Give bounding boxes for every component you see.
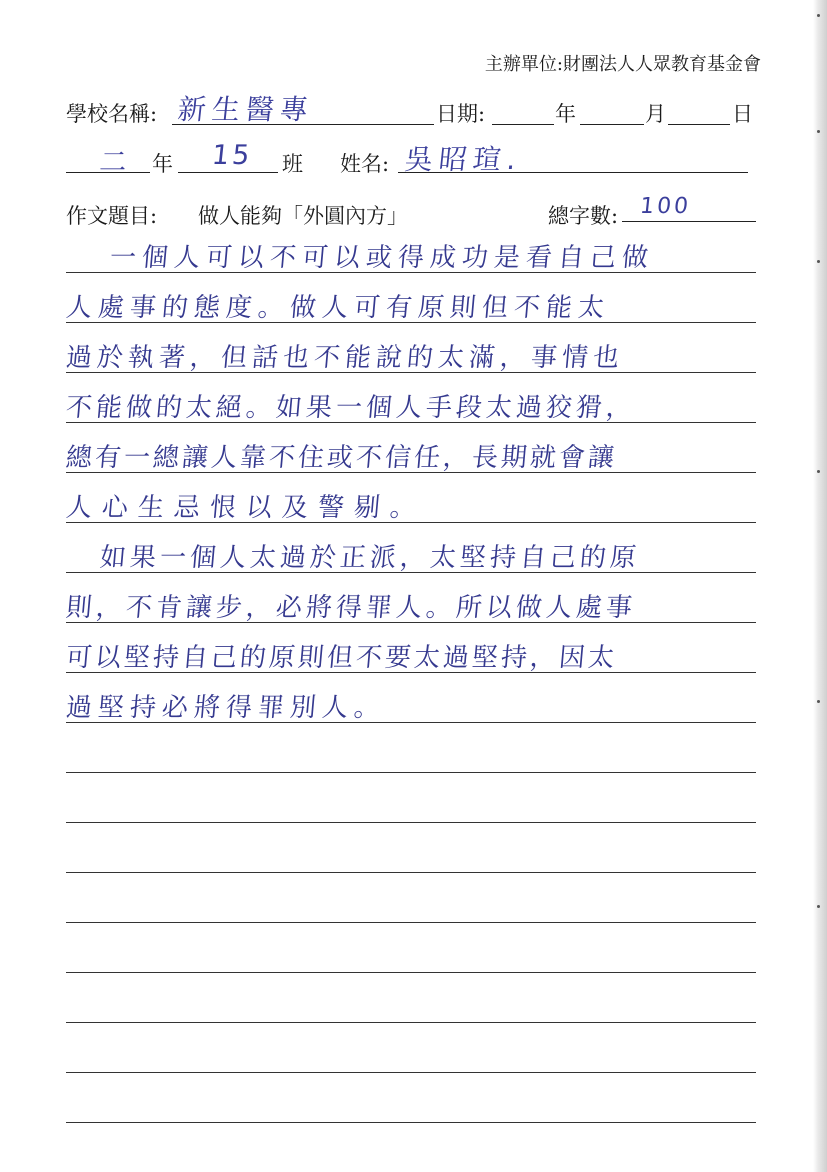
writing-rule bbox=[66, 922, 756, 923]
wordcount-value: 100 bbox=[638, 194, 693, 219]
writing-rule bbox=[66, 772, 756, 773]
scan-mark bbox=[817, 130, 820, 133]
essay-line: 過於執著，但話也不能說的太滿，事情也 bbox=[64, 343, 626, 373]
writing-rule bbox=[66, 1022, 756, 1023]
date-day-blank bbox=[668, 124, 730, 125]
writing-rule bbox=[66, 822, 756, 823]
grade-value: 二 bbox=[98, 147, 132, 178]
scan-mark bbox=[817, 905, 820, 908]
wordcount-label: 總字數: bbox=[548, 204, 619, 228]
essay-line: 不能做的太絕。如果一個人手段太過狡猾， bbox=[64, 393, 638, 423]
essay-line: 可以堅持自己的原則但不要太過堅持，因太 bbox=[64, 643, 619, 673]
writing-rule bbox=[66, 1072, 756, 1073]
essay-line: 過堅持必將得罪別人。 bbox=[64, 693, 388, 723]
essay-line: 則，不肯讓步，必將得罪人。所以做人處事 bbox=[64, 593, 638, 623]
scan-mark bbox=[817, 260, 820, 263]
school-value: 新生醫專 bbox=[176, 93, 316, 126]
date-month-blank bbox=[580, 124, 644, 125]
topic-title: 做人能夠「外圓內方」 bbox=[198, 204, 408, 228]
writing-rule bbox=[66, 872, 756, 873]
writing-rule bbox=[66, 972, 756, 973]
essay-line: 一個人可以不可以或得成功是看自己做 bbox=[108, 243, 656, 273]
date-label: 日期: bbox=[436, 102, 486, 126]
month-label: 月 bbox=[645, 102, 666, 126]
writing-rule bbox=[66, 1122, 756, 1123]
name-value: 吳昭瑄. bbox=[403, 143, 524, 176]
scan-mark bbox=[817, 470, 820, 473]
name-label: 姓名: bbox=[340, 152, 390, 176]
class-unit: 班 bbox=[282, 152, 303, 176]
essay-line: 如果一個人太過於正派，太堅持自己的原 bbox=[98, 543, 642, 573]
date-year-blank bbox=[492, 124, 554, 125]
scan-edge bbox=[813, 0, 827, 1172]
essay-line: 人處事的態度。做人可有原則但不能太 bbox=[64, 293, 612, 323]
essay-line: 總有一總讓人靠不住或不信任，長期就會讓 bbox=[64, 443, 619, 473]
topic-label: 作文題目: bbox=[66, 204, 158, 228]
wordcount-blank bbox=[622, 221, 756, 222]
essay-line: 人心生忌恨以及警剔。 bbox=[64, 493, 428, 523]
year-label: 年 bbox=[555, 102, 576, 126]
sponsor-text: 主辦單位:財團法人人眾教育基金會 bbox=[484, 54, 761, 75]
scan-mark bbox=[817, 700, 820, 703]
school-label: 學校名稱: bbox=[66, 102, 158, 126]
grade-unit: 年 bbox=[152, 152, 173, 176]
scan-mark bbox=[817, 14, 820, 17]
class-blank bbox=[178, 172, 278, 173]
day-label: 日 bbox=[732, 102, 753, 126]
class-value: 15 bbox=[210, 140, 254, 171]
